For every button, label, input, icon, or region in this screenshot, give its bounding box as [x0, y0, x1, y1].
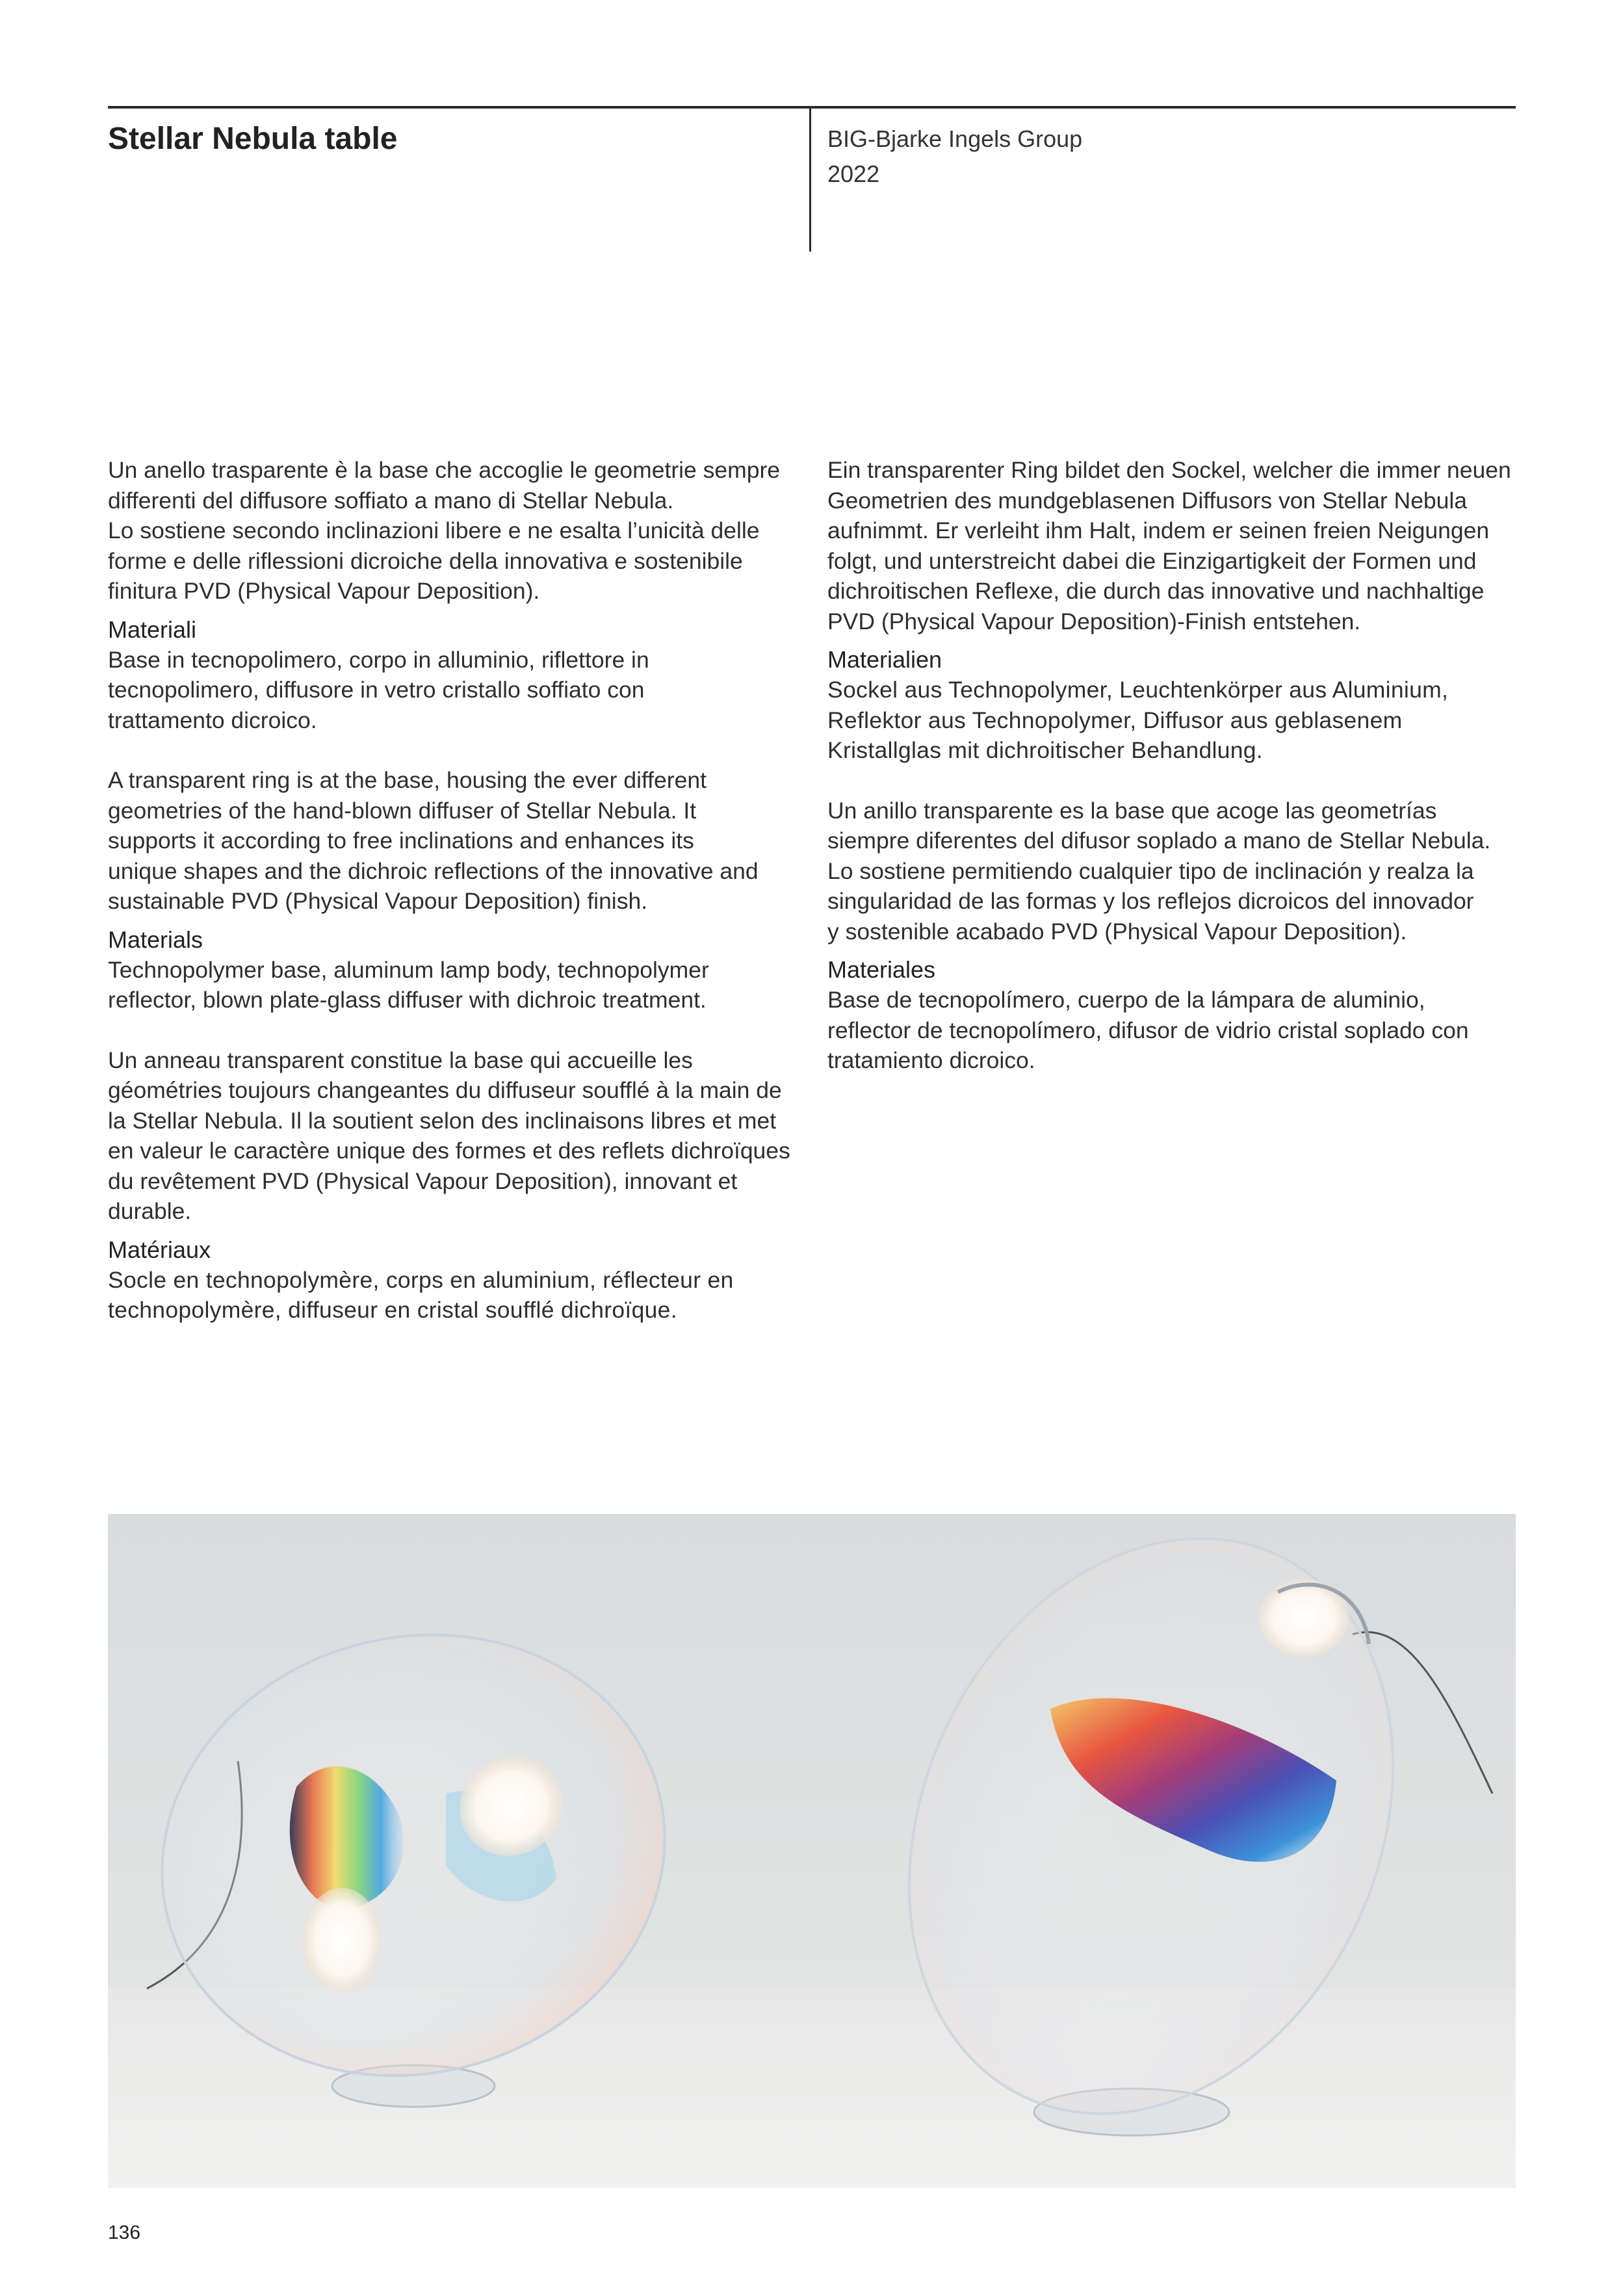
section-german: [827, 455, 1523, 766]
body-line: la Stellar Nebula. Il la soutient selon des inclinaisons libres et met: [108, 1107, 777, 1134]
materials-line: tecnopolimero, diffusore in vetro cristallo soffiato con: [108, 677, 645, 703]
materials-line: reflector de tecnopolímero, difusor de vidrio cristal soplado con: [827, 1017, 1469, 1043]
designer-block: [827, 122, 1082, 192]
body-line: differenti del diffusore soffiato a mano di Stellar Nebula.: [108, 487, 674, 514]
product-title: Stellar Nebula table: [108, 122, 398, 156]
body-line: PVD (Physical Vapour Deposition)-Finish entstehen.: [827, 608, 1361, 634]
body-line: Un anillo transparente es la base que acoge las geometrías: [827, 797, 1437, 824]
materials-line: trattamento dicroico.: [108, 707, 317, 733]
body-line: durable.: [108, 1198, 192, 1224]
materials-line: Kristallglas mit dichroitischer Behandlung.: [827, 737, 1263, 763]
body-line: forme e delle riflessioni dicroiche della innovativa e sostenibile: [108, 547, 743, 574]
materials-line: Sockel aus Technopolymer, Leuchtenkörper aus Aluminium,: [827, 677, 1449, 703]
materials-line: Base de tecnopolímero, cuerpo de la lámpara de aluminio,: [827, 987, 1425, 1013]
section-french: [108, 1045, 803, 1325]
section-italian: [108, 455, 803, 735]
body-line: sustainable PVD (Physical Vapour Deposition) finish.: [108, 888, 648, 914]
materials-line: Technopolymer base, aluminum lamp body, technopolymer: [108, 956, 709, 983]
body-line: Geometrien des mundgeblasenen Diffusors von Stellar Nebula: [827, 487, 1468, 514]
body-line: A transparent ring is at the base, housing the ever different: [108, 767, 707, 793]
header-rule: [108, 106, 1516, 109]
design-year: 2022: [827, 161, 880, 187]
body-line: y sostenible acabado PVD (Physical Vapour Deposition).: [827, 918, 1407, 945]
body-line: singularidad de las formas y los reflejos dicroicos del innovador: [827, 888, 1474, 914]
body-line: Un anello trasparente è la base che accoglie le geometrie sempre: [108, 457, 781, 483]
materials-line: technopolymère, diffuseur en cristal soufflé dichroïque.: [108, 1297, 677, 1323]
materials-line: Reflektor aus Technopolymer, Diffusor aus geblasenem: [827, 707, 1403, 733]
body-line: unique shapes and the dichroic reflections of the innovative and: [108, 857, 759, 884]
body-line: du revêtement PVD (Physical Vapour Deposition), innovant et: [108, 1168, 738, 1194]
body-line: folgt, und unterstreicht dabei die Einzigartigkeit der Formen und: [827, 547, 1477, 574]
page-number: 136: [108, 2222, 141, 2243]
body-line: Lo sostiene secondo inclinazioni libere e ne esalta l’unicità delle: [108, 517, 760, 543]
header-divider: [809, 106, 811, 252]
materials-line: tratamiento dicroico.: [827, 1047, 1035, 1073]
body-line: Un anneau transparent constitue la base qui accueille les: [108, 1047, 693, 1073]
materials-line: reflector, blown plate-glass diffuser with dichroic treatment.: [108, 987, 707, 1013]
product-photo: [108, 1514, 1516, 2188]
materials-line: Base in tecnopolimero, corpo in alluminio, riflettore in: [108, 646, 649, 673]
materials-heading: Materialien: [827, 646, 942, 673]
materials-line: Socle en technopolymère, corps en aluminium, réflecteur en: [108, 1266, 734, 1293]
materials-heading: Materiali: [108, 616, 197, 643]
section-english: [108, 765, 803, 1015]
body-line: Lo sostiene permitiendo cualquier tipo de inclinación y realza la: [827, 857, 1474, 884]
body-line: supports it according to free inclinations and enhances its: [108, 828, 694, 854]
body-line: geometries of the hand-blown diffuser of Stellar Nebula. It: [108, 797, 697, 824]
section-spanish: [827, 796, 1523, 1076]
materials-heading: Matériaux: [108, 1236, 211, 1263]
body-line: géométries toujours changeantes du diffuseur soufflé à la main de: [108, 1077, 782, 1103]
body-line: siempre diferentes del difusor soplado a mano de Stellar Nebula.: [827, 828, 1491, 854]
designer-name: BIG-Bjarke Ingels Group: [827, 125, 1083, 152]
materials-heading: Materials: [108, 926, 203, 953]
body-line: dichroitischen Reflexe, die durch das innovative und nachhaltige: [827, 578, 1485, 604]
text-column-left: [108, 455, 803, 1325]
body-line: finitura PVD (Physical Vapour Deposition).: [108, 578, 540, 604]
body-line: Ein transparenter Ring bildet den Sockel, welcher die immer neuen: [827, 457, 1511, 483]
materials-heading: Materiales: [827, 956, 936, 983]
body-line: en valeur le caractère unique des formes et des reflets dichroïques: [108, 1138, 790, 1164]
text-column-right: [827, 455, 1523, 1076]
body-line: aufnimmt. Er verleiht ihm Halt, indem er seinen freien Neigungen: [827, 517, 1490, 543]
